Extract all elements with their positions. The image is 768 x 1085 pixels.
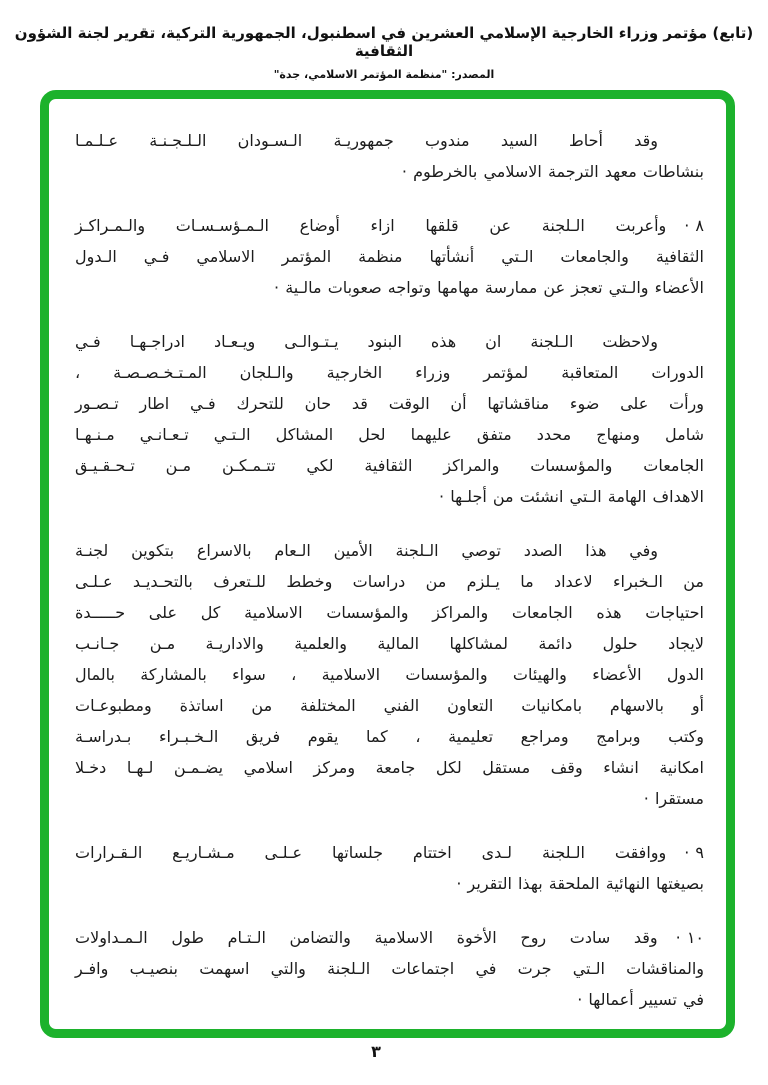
text-line: ولاحظت الـلجنة ان هذه البنود يـتـوالـى ويـعـاد ادراجـهـا فـي (75, 332, 658, 351)
text-line: الجامعات والمؤسسات والمراكز الثقافية لكي تتـمـكـن مـن تـحـقـيـق (75, 456, 704, 475)
text-line: الاهداف الهامة الـتي انشئت من أجلـها · (439, 487, 704, 506)
paragraph (75, 125, 704, 187)
text-line: امكانية انشاء وقف مستقل لكل جامعة ومركز اسلامي يضـمـن لـهـا دخـلا (75, 758, 704, 777)
text-line: وقد أحاط السيد مندوب جمهوريـة الـسـودان الـلـجـنـة عـلـمـا (75, 131, 658, 150)
paragraph-number: ٨ · (684, 216, 704, 235)
paragraph (75, 535, 704, 814)
text-line: في تسيير أعمالها · (577, 990, 704, 1009)
text-line: الدول الأعضاء والهيئات والمؤسسات الاسلامية ، سواء بالمشاركة بالمال (75, 665, 704, 684)
paragraph (75, 922, 704, 1015)
highlight-border-box (40, 90, 735, 1038)
paragraph (75, 837, 704, 899)
paragraph-number: ١٠ · (675, 928, 704, 947)
text-line: الثقافية والجامعات الـتي أنشأتها منظمة المؤتمر الاسلامي فـي الـدول (75, 247, 704, 266)
text-line: بنشاطات معهد الترجمة الاسلامي بالخرطوم · (401, 162, 704, 181)
text-line: ٨ ·وأعربت الـلجنة عن قلقها ازاء أوضاع الـمـؤسـسـات والـمـراكـز (75, 210, 704, 241)
text-line: ١٠ ·وقد سادت روح الأخوة الاسلامية والتضامن الـتـام طول الـمـداولات (75, 922, 704, 953)
header-source: المصدر: "منظمة المؤتمر الاسلامي، جدة" (273, 68, 495, 81)
text-line: وكتب وبرامج ومراجع تعليمية ، كما يقوم فريق الـخـبـراء بـدراسـة (75, 727, 704, 746)
text-line: ورأت على ضوء مناقشاتها أن الوقت قد حان للتحرك فـي اطار تـصـور (75, 394, 704, 413)
header-title: (تابع) مؤتمر وزراء الخارجية الإسلامي العشرين في اسطنبول، الجمهورية التركية، تقرير لجنة الشؤون الثقافية (14, 24, 754, 60)
document-body (49, 99, 726, 1029)
document-header (0, 24, 768, 81)
paragraph (75, 326, 704, 512)
text-line: والمناقشات الـتي جرت في اجتماعات الـلجنة والتي اسهمت بنصيـب وافـر (75, 959, 704, 978)
text-line: مستقرا · (643, 789, 704, 808)
text-line: شامل ومنهاج محدد متفق عليهما لحل المشاكل الـتـي تـعـانـي مـنـهـا (75, 425, 704, 444)
text-line: لايجاد حلول دائمة لمشاكلها المالية والعلمية والاداريـة مـن جـانـب (75, 634, 704, 653)
text-line: الأعضاء والـتي تعجز عن ممارسة مهامها وتواجه صعوبات مالـية · (274, 278, 704, 297)
text-line: الدورات المتعاقبة لمؤتمر وزراء الخارجية والـلجان المـتـخـصـصـة ، (75, 363, 704, 382)
text-line: من الـخبراء لاعداد ما يـلزم من دراسات وخطط للـتعرف بالتحـديـد عـلـى (75, 572, 704, 591)
page-number: ٣ (371, 1042, 381, 1061)
text-line: احتياجات هذه الجامعات والمراكز والمؤسسات الاسلامية كل على حـــــدة (75, 603, 704, 622)
text-line: أو بالاسهام بامكانيات التعاون الفني المختلفة من اساتذة ومطبوعـات (75, 696, 704, 715)
paragraph-number: ٩ · (684, 843, 704, 862)
text-line: وفي هذا الصدد توصي الـلجنة الأمين الـعام بالاسراع بتكوين لجنـة (75, 541, 658, 560)
paragraph (75, 210, 704, 303)
text-line: بصيغتها النهائية الملحقة بهذا التقرير · (456, 874, 704, 893)
text-line: ٩ ·ووافقت الـلجنة لـدى اختتام جلساتها عـلـى مـشـاريـع الـقـرارات (75, 837, 704, 868)
